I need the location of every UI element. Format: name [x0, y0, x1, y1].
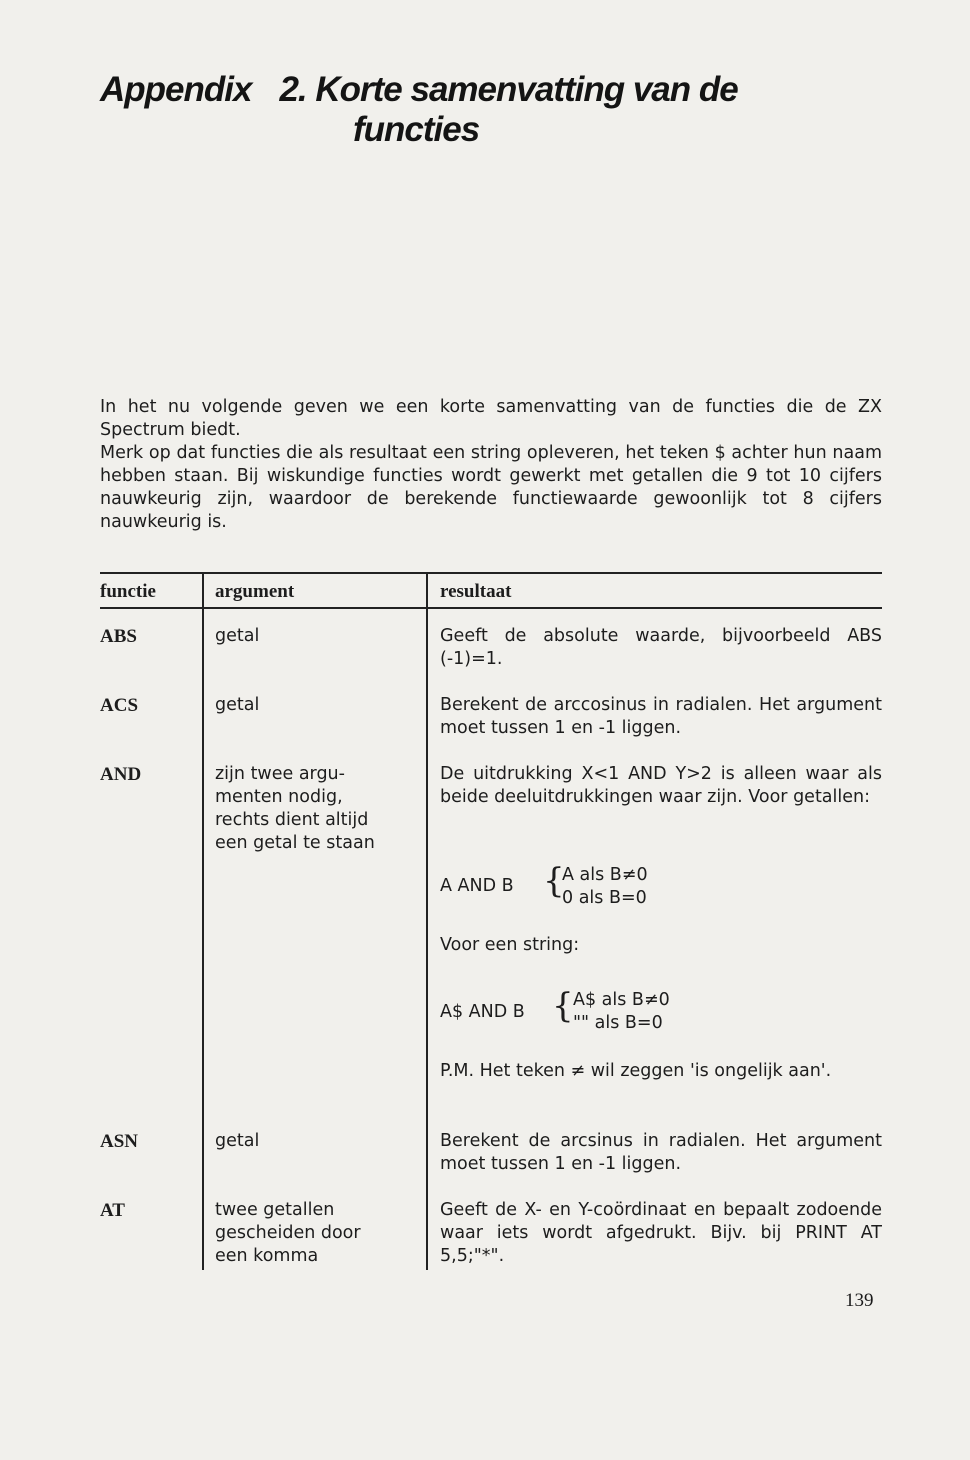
header-resultaat: resultaat: [440, 581, 512, 602]
title-line2: functies: [353, 110, 480, 149]
result-acs: Berekent de arccosinus in radialen. Het argument moet tussen 1 en -1 liggen.: [440, 695, 882, 738]
title-main: 2. Korte samenvatting van de: [279, 70, 738, 109]
function-name-abs: ABS: [100, 626, 137, 647]
function-name-at: AT: [100, 1200, 125, 1221]
page-number: 139: [845, 1290, 874, 1311]
argument-and-line-1: zijn twee argu-: [215, 764, 345, 784]
title-appendix: Appendix: [100, 70, 252, 109]
result-and: De uitdrukking X<1 AND Y>2 is alleen waar als beide deeluitdrukkingen waar zijn. Voor getallen:: [440, 764, 882, 807]
function-name-and: AND: [100, 764, 142, 785]
argument-abs: getal: [215, 626, 260, 646]
argument-at: [215, 1199, 415, 1268]
argument-and-line-4: een getal te staan: [215, 833, 375, 853]
argument-and-line-3: rechts dient altijd: [215, 810, 369, 830]
argument-acs: getal: [215, 695, 260, 715]
argument-at-line-1: twee getallen: [215, 1200, 335, 1220]
result-and-string-intro: Voor een string:: [440, 935, 580, 955]
column-divider-1: [202, 572, 204, 1270]
header-functie: functie: [100, 581, 156, 602]
intro-paragraph-1: In het nu volgende geven we een korte samenvatting van de functies die de ZX Spectrum biedt.: [100, 397, 882, 440]
formula-and-number-case-1: A als B≠0: [562, 865, 648, 885]
result-abs: Geeft de absolute waarde, bijvoorbeeld ABS (-1)=1.: [440, 626, 882, 669]
result-and-note: P.M. Het teken ≠ wil zeggen 'is ongelijk aan'.: [440, 1061, 832, 1081]
table-top-rule: [100, 572, 882, 574]
header-argument: argument: [215, 581, 295, 602]
table-header-rule: [100, 607, 882, 609]
argument-and: [215, 763, 415, 855]
function-name-acs: ACS: [100, 695, 139, 716]
function-name-asn: ASN: [100, 1131, 139, 1152]
intro-text: [100, 396, 882, 534]
formula-and-number-label: A AND B: [440, 876, 514, 896]
argument-asn: getal: [215, 1131, 260, 1151]
column-divider-2: [426, 572, 428, 1270]
result-at: Geeft de X- en Y-coördinaat en bepaalt zodoende waar iets wordt afgedrukt. Bijv. bij PRINT AT 5,5;"*".: [440, 1200, 882, 1266]
result-asn: Berekent de arcsinus in radialen. Het argument moet tussen 1 en -1 liggen.: [440, 1131, 882, 1174]
argument-at-line-3: een komma: [215, 1246, 319, 1266]
argument-at-line-2: gescheiden door: [215, 1223, 361, 1243]
page-title: [100, 70, 820, 150]
brace-icon: {: [552, 986, 574, 1026]
formula-and-number-case-2: 0 als B=0: [562, 888, 647, 908]
intro-paragraph-2: Merk op dat functies die als resultaat een string opleveren, het teken $ achter hun naam hebben staan. Bij wiskundige functies wordt gewerkt met getallen die 9 tot 10 cijfers nauwkeurig zijn, waardoor de berekende functiewaarde gewoonlijk tot 8 cijfers nauwkeurig is.: [100, 443, 882, 532]
brace-icon: {: [543, 861, 565, 901]
formula-and-string-case-1: A$ als B≠0: [573, 990, 670, 1010]
argument-and-line-2: menten nodig,: [215, 787, 343, 807]
formula-and-string-case-2: "" als B=0: [573, 1013, 663, 1033]
formula-and-string-label: A$ AND B: [440, 1002, 525, 1022]
